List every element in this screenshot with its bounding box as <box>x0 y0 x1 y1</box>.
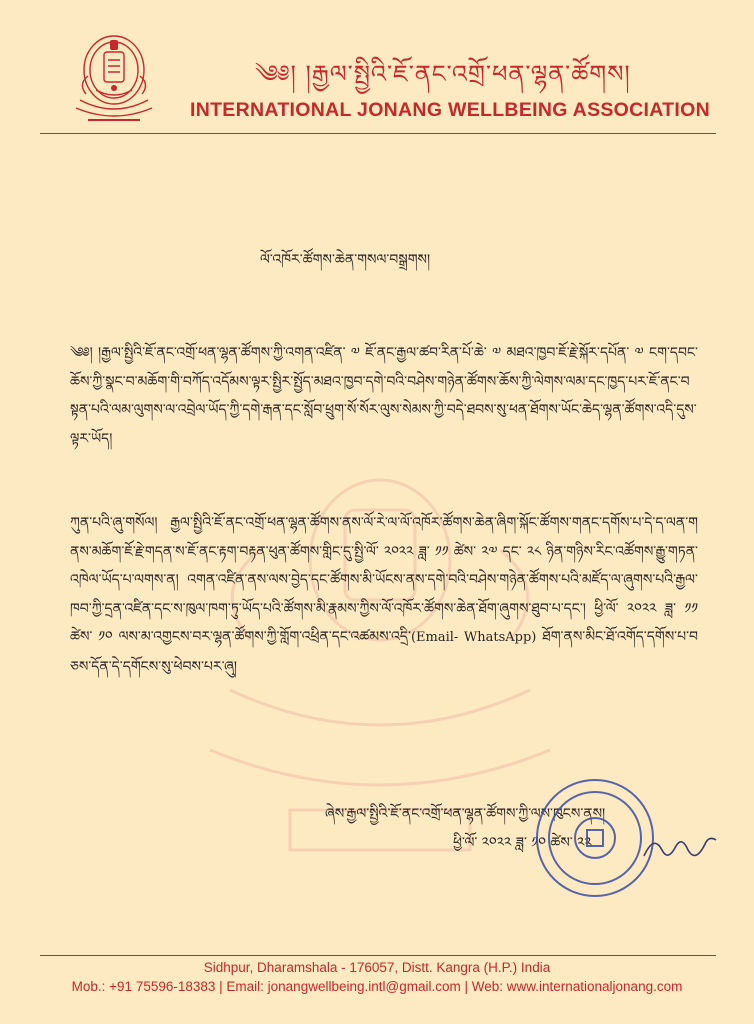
signoff-office: ཞེས་རྒྱལ་སྤྱིའི་ཇོ་ནང་འགྲོ་ཕན་ལྷན་ཚོགས་ཀྱི་ལས་ཁུངས་ནས། <box>325 806 606 822</box>
paragraph-2-body: ཀུན་པའི་ཞུ་གསོལ། རྒྱལ་སྤྱིའི་ཇོ་ནང་འགྲོ་ཕན་ལྷན་ཚོགས་ནས་ལོ་རེ་ལ་ལོ་འཁོར་ཚོགས་ཆེན་ཞིག་སྐོང་ཚོགས་གནང་དགོས་པ་དེ་ད་ལན་གནས་མཆོག་ཇོ་རྗེ་གདན་ས་ཇོ་ནང་རྟག་བརྟན་ཕུན་ཚོགས་གླིང་དུ་སྤྱི་ལོ་ ༢༠༢༢ ཟླ་ ༡༡ ཚེས་ ༢༧ དང་ ༢༨ ཉིན་གཉིས་རིང་འཚོགས་རྒྱུ་གཏན་འཁེལ་ཡོད་པ་ལགས་ན། འགན་འཛིན་ནས་ལས་བྱེད་དང་ཚོགས་མི་ཡོངས་ནས་དགེ་བའི་བཤེས་གཉེན་ཚོགས་པའི་མཛོད་ལ་ཞུགས་པའི་རྒྱལ་ཁབ་ཀྱི་དྲན་འཛིན་དང་ས་ཁུལ་ཁག་ཏུ་ཡོད་པའི་ཚོགས་མི་རྣམས་ཀྱིས་ལོ་འཁོར་ཚོགས་ཆེན་ཐོག་ཞུགས་ཐུབ་པ་དང་། ཕྱི་ལོ་ ༢༠༢༢ ཟླ་ ༡༡ ཚེས་ ༡༠ ལས་མ་འགྱངས་བར་ལྷན་ཚོགས་ཀྱི་གློག་འཕྲིན་དང་འཚམས་འདྲི་ <box>70 515 698 645</box>
letter-subject: ལོ་འཁོར་ཚོགས་ཆེན་གསལ་བསྒྲགས། <box>260 252 431 268</box>
footer-contact: Mob.: +91 75596-18383 | Email: jonangwellbeing.intl@gmail.com | Web: www.internationaljonang.com <box>71 979 683 994</box>
header-english-title: INTERNATIONAL JONANG WELLBEING ASSOCIATION <box>190 99 710 121</box>
signoff-date: ཕྱི་ལོ་ ༢༠༢༢ ཟླ་ ༡༠ ཚེས་ ༢༢ <box>453 835 592 851</box>
header-tibetan-title: ༄༅། །རྒྱལ་སྤྱིའི་ཇོ་ནང་འགྲོ་ཕན་ལྷན་ཚོགས། <box>255 60 631 88</box>
association-logo <box>66 30 162 128</box>
letter-paragraph-2 <box>70 509 698 769</box>
footer-address: Sidhpur, Dharamshala - 176057, Distt. Kangra (H.P.) India <box>203 960 551 975</box>
paragraph-2-closing: ཐོག་ནས་མིང་ཐོ་འགོད་དགོས་པ་བཅས་དོན་དེ་དགོངས་སུ་ཕེབས་པར་ཞུ། <box>70 629 698 675</box>
handwritten-signature <box>640 828 720 868</box>
header-divider <box>40 133 716 134</box>
letter-paragraph-1: ༄༅། །རྒྱལ་སྤྱིའི་ཇོ་ནང་འགྲོ་ཕན་ལྷན་ཚོགས་ཀྱི་འགན་འཛིན་ ༧ ཇོ་ནང་རྒྱལ་ཚབ་རིན་པོ་ཆེ་ ༧ མཐའ་ཁྱབ་ཇོ་རྗེ་སྐོར་དཔོན་ ༧ ངག་དབང་ཆོས་ཀྱི་སྣང་བ་མཆོག་གི་བཀོད་འདོམས་ལྟར་སྤྱིར་སྤྱོད་མཐའ་ཁྱབ་དགེ་བའི་བཤེས་གཉེན་ཚོགས་ཆོས་ཀྱི་ལེགས་ལམ་དང་ཁྱད་པར་ཇོ་ནང་བསྟན་པའི་ལམ་ལུགས་ལ་འབྲེལ་ཡོད་ཀྱི་དགེ་རྒན་དང་སློབ་ཕྲུག་སོ་སོར་ལུས་སེམས་ཀྱི་བདེ་ཐབས་སུ་ཕན་ཐོགས་ཡོང་ཆེད་ལྷན་ཚོགས་འདི་དུས་ལྟར་ཡོད། <box>70 345 698 447</box>
contact-methods: (Email- WhatsApp) <box>410 630 537 645</box>
footer-divider <box>40 955 716 956</box>
